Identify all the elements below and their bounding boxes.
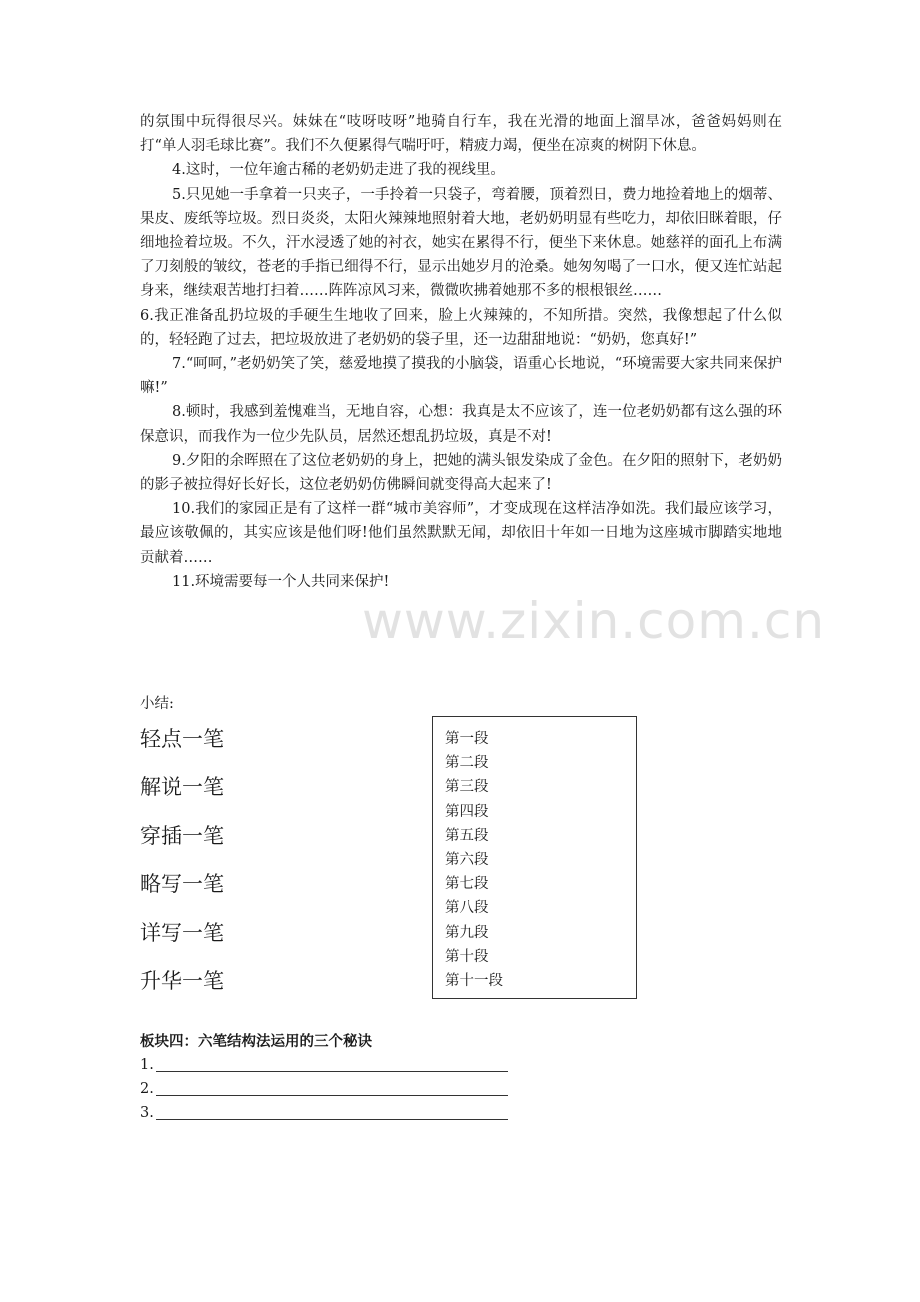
pen-list xyxy=(140,722,340,1012)
pen-item: 穿插一笔 xyxy=(140,823,224,848)
paragraph-label: 第九段 xyxy=(445,924,489,941)
paragraph-label: 第五段 xyxy=(445,827,489,844)
paragraph-label: 第三段 xyxy=(445,779,489,796)
paragraph-label: 第四段 xyxy=(445,803,489,820)
paragraph-label: 第八段 xyxy=(445,900,489,917)
pen-item: 略写一笔 xyxy=(140,872,224,897)
answer-blank[interactable] xyxy=(140,1079,508,1099)
answer-blank[interactable] xyxy=(140,1103,508,1123)
paragraph-label: 第十一段 xyxy=(445,973,503,990)
essay-paragraph: 4.这时，一位年逾古稀的老奶奶走进了我的视线里。 xyxy=(172,162,505,179)
watermark: www.zixin.com.cn xyxy=(362,592,826,650)
answer-number: 3. xyxy=(140,1105,154,1121)
essay-paragraph: 的氛围中玩得很尽兴。妹妹在“吱呀吱呀”地骑自行车，我在光滑的地面上溜旱冰，爸爸妈妈则在打“单人羽毛球比赛”。我们不久便累得气喘吁吁，精疲力竭，便坐在凉爽的树阴下休息。 xyxy=(140,114,782,155)
essay-paragraph: 9.夕阳的余晖照在了这位老奶奶的身上，把她的满头银发染成了金色。在夕阳的照射下，老奶奶的影子被拉得好长好长，这位老奶奶仿佛瞬间就变得高大起来了! xyxy=(140,452,782,494)
essay-paragraph: 10.我们的家园正是有了这样一群“城市美容师”，才变成现在这样洁净如洗。我们最应该学习，最应该敬佩的，其实应该是他们呀!他们虽然默默无闻，却依旧十年如一日地为这座城市脚踏实地地贡献着…… xyxy=(140,501,782,566)
pen-item: 轻点一笔 xyxy=(140,727,224,751)
essay-paragraph: 6.我正准备乱扔垃圾的手硬生生地收了回来，脸上火辣辣的，不知所措。突然，我像想起了什么似的，轻轻跑了过去，把垃圾放进了老奶奶的袋子里，还一边甜甜地说：“奶奶，您真好!” xyxy=(140,307,782,348)
summary-title: 小结: xyxy=(140,696,174,712)
answer-number: 2. xyxy=(140,1081,154,1097)
answer-blank[interactable] xyxy=(140,1055,508,1075)
essay-paragraph: 8.顿时，我感到羞愧难当，无地自容，心想：我真是太不应该了，连一位老奶奶都有这么强的环保意识，而我作为一位少先队员，居然还想乱扔垃圾，真是不对! xyxy=(140,404,782,445)
essay-body xyxy=(140,110,782,594)
answer-line xyxy=(156,1118,508,1120)
pen-item: 详写一笔 xyxy=(140,920,224,945)
paragraph-label: 第二段 xyxy=(445,755,489,772)
pen-item: 解说一笔 xyxy=(140,775,224,800)
paragraph-label: 第七段 xyxy=(445,876,489,893)
essay-paragraph: 11.环境需要每一个人共同来保护! xyxy=(172,573,390,590)
answer-line xyxy=(156,1094,508,1096)
answer-number: 1. xyxy=(140,1057,154,1073)
paragraph-label: 第六段 xyxy=(445,852,489,869)
paragraph-label: 第一段 xyxy=(445,731,489,747)
essay-paragraph: 7.“呵呵，”老奶奶笑了笑，慈爱地摸了摸我的小脑袋，语重心长地说，“环境需要大家共同来保护嘛!” xyxy=(140,356,782,397)
section-title: 板块四：六笔结构法运用的三个秘诀 xyxy=(140,1033,372,1050)
paragraph-label: 第十段 xyxy=(445,948,489,965)
paragraph-label-box xyxy=(432,716,637,999)
essay-paragraph: 5.只见她一手拿着一只夹子，一手拎着一只袋子，弯着腰，顶着烈日，费力地捡着地上的烟蒂、果皮、废纸等垃圾。烈日炎炎，太阳火辣辣地照射着大地，老奶奶明显有些吃力，却依旧眯着眼，仔细地捡着垃圾。不久，汗水浸透了她的衬衣，她实在累得不行，便坐下来休息。她慈祥的面孔上布满了刀刻般的皱纹，苍老的手指已细得不行，显示出她岁月的沧桑。她匆匆喝了一口水，便又连忙站起身来，继续艰苦地打扫着……阵阵凉风习来，微微吹拂着她那不多的根根银丝…… xyxy=(140,186,782,300)
answer-line xyxy=(156,1070,508,1072)
pen-item: 升华一笔 xyxy=(140,968,224,993)
